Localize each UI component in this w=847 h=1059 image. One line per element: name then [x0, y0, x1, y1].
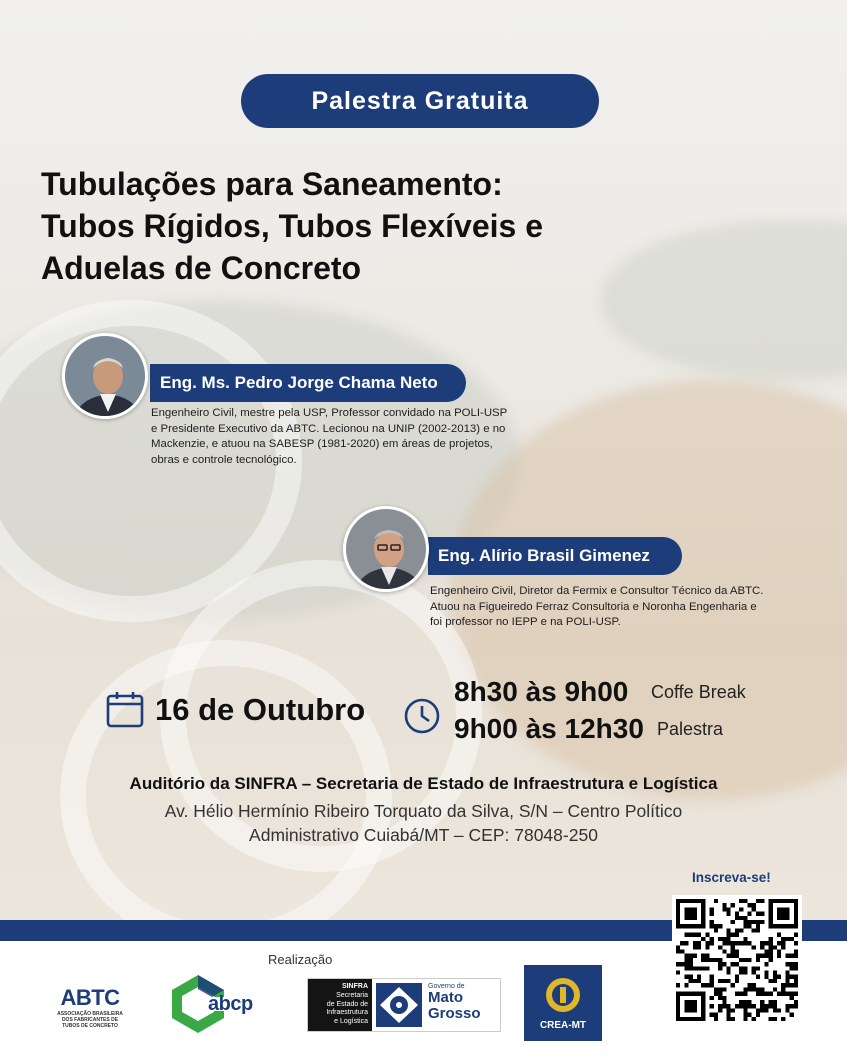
speaker-name: Eng. Alírio Brasil Gimenez — [438, 546, 650, 565]
venue-address: Av. Hélio Hermínio Ribeiro Torquato da Silva, S/N – Centro Político — [164, 801, 683, 821]
speaker-bio: Engenheiro Civil, mestre pela USP, Professor convidado na POLI-USP e Presidente Executivo da ABTC. Lecionou na UNIP (2002-2013) e no Mackenzie, e atuou na SABESP (1981-2020) em áreas de projetos, obras e controle tecnológico. — [151, 407, 508, 466]
abtc-logo: ABTC ASSOCIAÇÃO BRASILEIRA DOS FABRICANTES DE TUBOS DE CONCRETO — [57, 985, 123, 1029]
event-date: 16 de Outubro — [155, 692, 366, 727]
title-line: Tubos Rígidos, Tubos Flexíveis e — [41, 208, 543, 244]
sinfra-mt-logo: SINFRA Secretaria de Estado de Infraestrutura e Logística Governo de Mato Grosso — [307, 978, 501, 1032]
qr-code[interactable] — [672, 895, 802, 1025]
title-line: Tubulações para Saneamento: — [41, 166, 503, 202]
signup-label: Inscreva-se! — [692, 870, 771, 885]
calendar-icon — [106, 690, 144, 728]
schedule-time: 9h00 às 12h30 — [454, 713, 644, 744]
clock-icon — [403, 697, 441, 735]
schedule-time: 8h30 às 9h00 — [454, 676, 629, 707]
speaker-photo — [62, 333, 148, 419]
speaker-name-bar — [150, 364, 466, 402]
qr-code-icon[interactable] — [676, 899, 798, 1021]
venue-address: Administrativo Cuiabá/MT – CEP: 78048-250 — [249, 825, 598, 845]
schedule-label: Palestra — [657, 719, 724, 739]
speaker-photo — [343, 506, 429, 592]
schedule-label: Coffe Break — [651, 682, 746, 702]
title-line: Aduelas de Concreto — [41, 250, 362, 286]
abcp-logo: abcp — [168, 973, 283, 1035]
crea-mt-logo: CREA-MT — [524, 965, 602, 1041]
page-title — [41, 163, 721, 289]
crea-emblem-icon — [543, 975, 583, 1015]
badge-free-lecture: Palestra Gratuita — [241, 74, 599, 128]
venue-name: Auditório da SINFRA – Secretaria de Estado de Infraestrutura e Logística — [129, 774, 718, 793]
speaker-name: Eng. Ms. Pedro Jorge Chama Neto — [160, 373, 438, 392]
footer-label: Realização — [268, 952, 333, 967]
mato-grosso-flag-icon — [374, 979, 424, 1031]
speaker-bio: Engenheiro Civil, Diretor da Fermix e Consultor Técnico da ABTC. Atuou na Figueiredo Ferraz Consultoria e Noronha Engenharia e foi professor no IEPP e na POLI-USP. — [430, 585, 764, 628]
speaker-name-bar — [428, 537, 682, 575]
